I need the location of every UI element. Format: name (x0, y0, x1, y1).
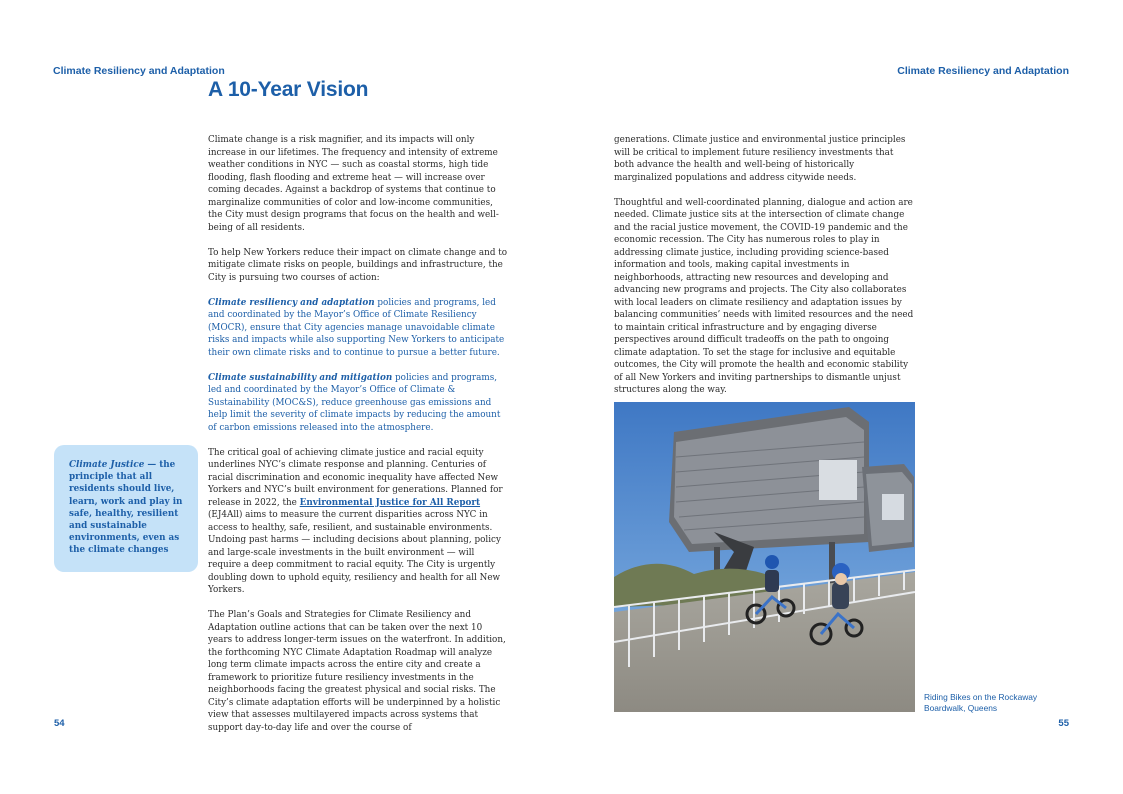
page-title: A 10-Year Vision (208, 78, 369, 101)
page-number-left: 54 (54, 718, 65, 729)
paragraph-resiliency (208, 297, 508, 360)
callout-definition: — the principle that all residents should live, learn, work and play in safe, healthy, resilient and sustainable environments, even as the climate changes (69, 460, 183, 556)
paragraph: generations. Climate justice and environmental justice principles will be critical to implement future resiliency investments that both advance the health and well-being of historically marginalized populations and address citywide needs. (614, 135, 906, 183)
term-resiliency: Climate resiliency and adaptation (208, 297, 375, 308)
paragraph-climate-justice (208, 447, 508, 597)
term-resiliency-text: policies and programs, led and coordinated by the Mayor’s Office of Climate Resiliency (MOCR), ensure that City agencies manage unavoidable climate risks and impacts while also supporting New Yorkers to anticipate their own climate risks and to continue to pursue a better future. (208, 297, 505, 358)
paragraph-sustainability (208, 372, 508, 435)
running-header-right: Climate Resiliency and Adaptation (897, 65, 1069, 77)
ej4all-report-link[interactable]: Environmental Justice for All Report (299, 497, 481, 508)
body-column-left (208, 134, 508, 747)
paragraph-text: (EJ4All) aims to measure the current disparities across NYC in access to healthy, safe, resilient, and sustainable environments. Undoing past harms — including decisions about planning, policy and large-scale investments in the built environment — will require a deep commitment to racial equity. The City is urgently doubling down to uphold equity, resiliency and health for all New Yorkers. (208, 510, 501, 595)
running-header-left: Climate Resiliency and Adaptation (53, 65, 225, 77)
term-sustainability: Climate sustainability and mitigation (208, 372, 393, 383)
page-number-right: 55 (1058, 718, 1069, 729)
paragraph: Thoughtful and well-coordinated planning, dialogue and action are needed. Climate justice sits at the intersection of climate change and the racial justice movement, the COVID-19 pandemic and the economic recession. The City has numerous roles to play in addressing climate justice, including providing science-based information and tools, making capital investments in neighborhoods, attracting new resources and developing and advancing new programs and projects. The City also collaborates with local leaders on climate resiliency and adaptation issues by balancing communities’ needs with limited resources and the need to maintain critical infrastructure and by engaging diverse perspectives around difficult tradeoffs on the path to ongoing climate adaptation. To set the stage for inclusive and equitable outcomes, the City will promote the health and economic stability of all New Yorkers and inviting partnerships to dismantle unjust structures along the way. (614, 197, 914, 395)
paragraph: To help New Yorkers reduce their impact on climate change and to mitigate climate risks on people, buildings and infrastructure, the City is pursuing two courses of action: (208, 247, 508, 283)
callout-term: Climate Justice (69, 460, 145, 470)
paragraph: Climate change is a risk magnifier, and its impacts will only increase in our lifetimes. The frequency and intensity of extreme weather conditions in NYC — such as coastal storms, high tide flooding, flash flooding and extreme heat — will increase over coming decades. Against a backdrop of systems that continue to marginalize communities of color and low-income communities, the City must design programs that focus on the health and well-being of all residents. (208, 135, 499, 233)
body-column-right (614, 134, 914, 409)
climate-justice-callout (54, 445, 198, 572)
photo-caption: Riding Bikes on the Rockaway Boardwalk, Queens (924, 692, 1038, 713)
paragraph-text: The critical goal of achieving climate justice and racial equity underlines NYC’s climate response and planning. Centuries of racial discrimination and economic inequality have affected New Yorkers and NYC’s built environment for generations. Planned for release in 2022, the (208, 447, 503, 508)
paragraph: The Plan’s Goals and Strategies for Climate Resiliency and Adaptation outline actions that can be taken over the next 10 years to address longer-term issues on the waterfront. In addition, the forthcoming NYC Climate Adaptation Roadmap will analyze long term climate impacts across the entire city and create a framework to prioritize future resiliency investments in the neighborhoods facing the greatest physical and social risks. The City’s climate adaptation efforts will be underpinned by a holistic view that assesses multilayered impacts across systems that support day-to-day life and over the course of (208, 610, 506, 733)
boardwalk-photo (614, 402, 915, 712)
term-sustainability-text: policies and programs, led and coordinated by the Mayor’s Office of Climate & Sustainability (MOC&S), reduce greenhouse gas emissions and help limit the severity of climate impacts by reducing the amount of carbon emissions released into the atmosphere. (208, 372, 501, 433)
